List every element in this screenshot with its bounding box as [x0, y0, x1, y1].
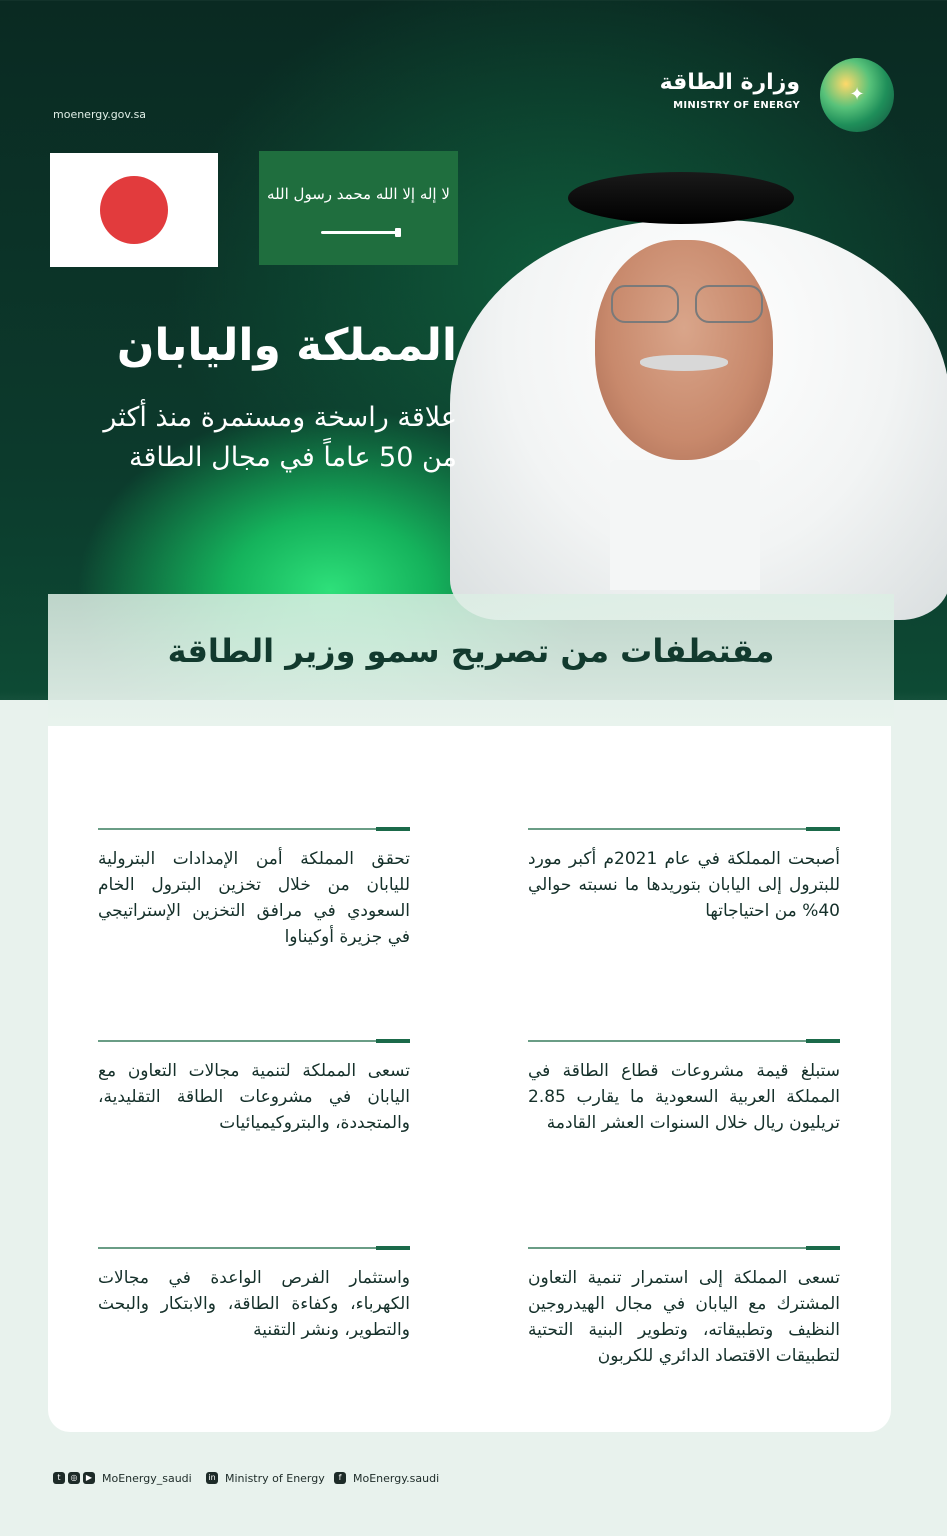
portrait-face: [595, 240, 773, 460]
fact-divider: [98, 1247, 410, 1249]
fact-divider-accent: [806, 827, 840, 831]
fact-divider-accent: [376, 1039, 410, 1043]
fact-divider-accent: [806, 1246, 840, 1250]
portrait-collar: [610, 460, 760, 590]
subtitle-line-2: من 50 عاماً في مجال الطاقة: [129, 442, 457, 473]
portrait-agal: [568, 172, 794, 224]
website-url[interactable]: moenergy.gov.sa: [53, 108, 147, 121]
fact-divider: [98, 828, 410, 830]
section-title: مقتطفات من تصريح سمو وزير الطاقة: [167, 632, 775, 670]
portrait-glasses: [605, 285, 765, 325]
japan-flag-sun: [100, 176, 168, 244]
footer-facebook[interactable]: [334, 1470, 439, 1486]
saudi-flag: [259, 151, 458, 265]
fact-text: تسعى المملكة إلى استمرار تنمية التعاون المشترك مع اليابان في مجال الهيدروجين النظيف وتطبيقاته، وتطوير البنية التحتية لتطبيقات الاقتصاد الدائري للكربون: [528, 1268, 840, 1366]
saudi-flag-shahada: لا إله إلا الله محمد رسول الله: [267, 185, 450, 203]
fact-divider-accent: [806, 1039, 840, 1043]
ministry-logo: [820, 58, 894, 132]
instagram-icon[interactable]: ◎: [68, 1472, 80, 1484]
fact-divider-accent: [376, 827, 410, 831]
footer-twitter[interactable]: [53, 1470, 192, 1486]
fact-text: أصبحت المملكة في عام 2021م أكبر مورد للبترول إلى اليابان بتوريدها ما نسبته حوالي 40% من احتياجاتها: [528, 849, 841, 921]
saudi-flag-sword: [321, 231, 397, 234]
facebook-handle[interactable]: MoEnergy.saudi: [353, 1471, 440, 1485]
footer-linkedin[interactable]: [206, 1470, 325, 1486]
fact-text: تسعى المملكة لتنمية مجالات التعاون مع اليابان في مشروعات الطاقة التقليدية، والمتجددة، والبتروكيميائيات: [98, 1061, 410, 1133]
portrait-moustache: [640, 355, 728, 371]
fact-text: واستثمار الفرص الواعدة في مجالات الكهرباء، وكفاءة الطاقة، والابتكار والبحث والتطوير، ونشر التقنية: [98, 1268, 410, 1340]
palm-swords-icon: ✦: [849, 84, 865, 105]
page-subtitle: [57, 398, 457, 478]
linkedin-icon[interactable]: in: [206, 1472, 218, 1484]
fact-text: ستبلغ قيمة مشروعات قطاع الطاقة في المملكة العربية السعودية ما يقارب 2.85 تريليون ريال خلال السنوات العشر القادمة: [528, 1061, 840, 1133]
youtube-icon[interactable]: ▶: [83, 1472, 95, 1484]
subtitle-line-1: علاقة راسخة ومستمرة منذ أكثر: [103, 402, 457, 433]
fact-divider: [528, 828, 840, 830]
fact-text: تحقق المملكة أمن الإمدادات البترولية لليابان من خلال تخزين البترول الخام السعودي في مرافق التخزين الإستراتيجي في جزيرة أوكيناوا: [98, 849, 410, 947]
fact-divider: [98, 1040, 410, 1042]
fact-divider: [528, 1040, 840, 1042]
fact-divider-accent: [376, 1246, 410, 1250]
page-title: المملكة واليابان: [116, 320, 457, 371]
ministry-name-ar: وزارة الطاقة: [659, 70, 800, 95]
facts-card: [48, 726, 891, 1432]
ministry-name-en: MINISTRY OF ENERGY: [673, 100, 800, 111]
section-banner: [48, 594, 894, 726]
fact-divider: [528, 1247, 840, 1249]
facebook-icon[interactable]: f: [334, 1472, 346, 1484]
twitter-handle[interactable]: MoEnergy_saudi: [102, 1471, 192, 1485]
minister-portrait: [440, 160, 947, 600]
japan-flag: [50, 153, 218, 267]
twitter-icon[interactable]: t: [53, 1472, 65, 1484]
linkedin-name[interactable]: Ministry of Energy: [225, 1471, 325, 1485]
